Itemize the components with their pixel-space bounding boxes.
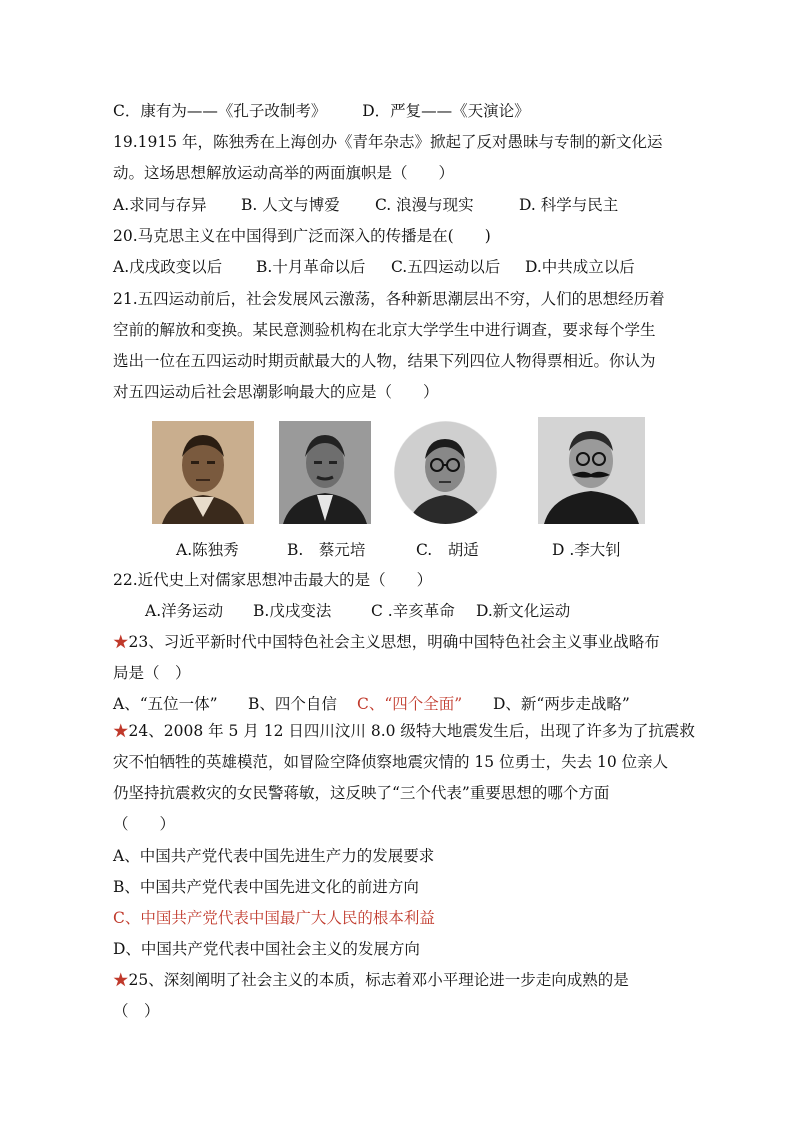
- q19-option-d: D. 科学与民主: [519, 196, 619, 214]
- q23-option-d: D、新“两步走战略”: [493, 695, 630, 713]
- q23-stem-line2: 局是（ ）: [113, 664, 191, 682]
- q24-stem-line2: 灾不怕牺牲的英雄模范，如冒险空降侦察地震灾情的 15 位勇士，失去 10 位亲人: [113, 753, 669, 771]
- q24-option-b: B、中国共产党代表中国先进文化的前进方向: [113, 878, 419, 896]
- q20-option-d: D.中共成立以后: [525, 258, 635, 276]
- q21-option-b: B. 蔡元培: [287, 541, 366, 559]
- q24-text: 24、2008 年 5 月 12 日四川汶川 8.0 级特大地震发生后，出现了许多为了抗震救: [128, 722, 695, 740]
- q21-stem-line4: 对五四运动后社会思潮影响最大的应是（ ）: [113, 383, 439, 401]
- q24-option-c: C、中国共产党代表中国最广大人民的根本利益: [113, 909, 435, 927]
- q24-stem-line1: [113, 720, 695, 742]
- q20-option-a: A.戊戌政变以后: [113, 258, 223, 276]
- q19-option-a: A.求同与存异: [113, 196, 207, 214]
- q25-text: 25、深刻阐明了社会主义的本质，标志着邓小平理论进一步走向成熟的是: [128, 971, 629, 989]
- q18-options: [113, 100, 530, 122]
- q21-option-c: C. 胡适: [416, 541, 479, 559]
- q20-option-c: C.五四运动以后: [391, 258, 501, 276]
- q20-stem: 20.马克思主义在中国得到广泛而深入的传播是在( ): [113, 227, 491, 245]
- q18-option-c: C．康有为——《孔子改制考》: [113, 102, 327, 120]
- q19-option-c: C. 浪漫与现实: [375, 196, 474, 214]
- star-icon: ★: [113, 971, 129, 989]
- star-icon: ★: [113, 722, 129, 740]
- portrait-hu-shi: [394, 421, 497, 524]
- portrait-cai-yuanpei: [279, 421, 371, 524]
- q21-stem-line3: 选出一位在五四运动时期贡献最大的人物，结果下列四位人物得票相近。你认为: [113, 352, 656, 370]
- q22-option-d: D.新文化运动: [476, 602, 571, 620]
- q23-option-b: B、四个自信: [248, 695, 337, 713]
- q23-option-c: C、“四个全面”: [357, 695, 463, 713]
- star-icon: ★: [113, 633, 129, 651]
- q23-stem-line1: [113, 631, 660, 653]
- q22-option-c: C .辛亥革命: [371, 602, 455, 620]
- q21-option-d: D .李大钊: [552, 541, 621, 559]
- q19-options: [113, 194, 693, 216]
- q23-option-a: A、“五位一体”: [113, 695, 218, 713]
- q23-options: [113, 693, 693, 715]
- q18-option-d: D．严复——《天演论》: [362, 102, 530, 120]
- q21-stem-line1: 21.五四运动前后，社会发展风云激荡，各种新思潮层出不穷，人们的思想经历着: [113, 290, 665, 308]
- q25-stem-line1: [113, 969, 629, 991]
- q24-stem-line3: 仍坚持抗震救灾的女民警蒋敏，这反映了“三个代表”重要思想的哪个方面: [113, 784, 610, 802]
- q19-option-b: B. 人文与博爱: [241, 196, 340, 214]
- q22-option-a: A.洋务运动: [145, 602, 224, 620]
- q22-option-b: B.戊戌变法: [253, 602, 332, 620]
- q20-option-b: B.十月革命以后: [256, 258, 366, 276]
- portrait-chen-duxiu: [152, 421, 254, 524]
- q19-stem-line1: 19.1915 年，陈独秀在上海创办《青年杂志》掀起了反对愚昧与专制的新文化运: [113, 133, 663, 151]
- q21-stem-line2: 空前的解放和变换。某民意测验机构在北京大学学生中进行调查，要求每个学生: [113, 321, 656, 339]
- q20-options: [113, 256, 693, 278]
- q24-option-a: A、中国共产党代表中国先进生产力的发展要求: [113, 847, 435, 865]
- q21-option-a: A.陈独秀: [176, 541, 239, 559]
- q22-options: [145, 600, 705, 622]
- q19-stem-line2: 动。这场思想解放运动高举的两面旗帜是（ ）: [113, 164, 455, 182]
- portrait-li-dazhao: [538, 417, 645, 524]
- q25-stem-line2: （ ）: [113, 1002, 160, 1020]
- q24-stem-line4: （ ）: [113, 815, 176, 833]
- q22-stem: 22.近代史上对儒家思想冲击最大的是（ ）: [113, 571, 433, 589]
- q24-option-d: D、中国共产党代表中国社会主义的发展方向: [113, 940, 420, 958]
- q23-text: 23、习近平新时代中国特色社会主义思想，明确中国特色社会主义事业战略布: [128, 633, 660, 651]
